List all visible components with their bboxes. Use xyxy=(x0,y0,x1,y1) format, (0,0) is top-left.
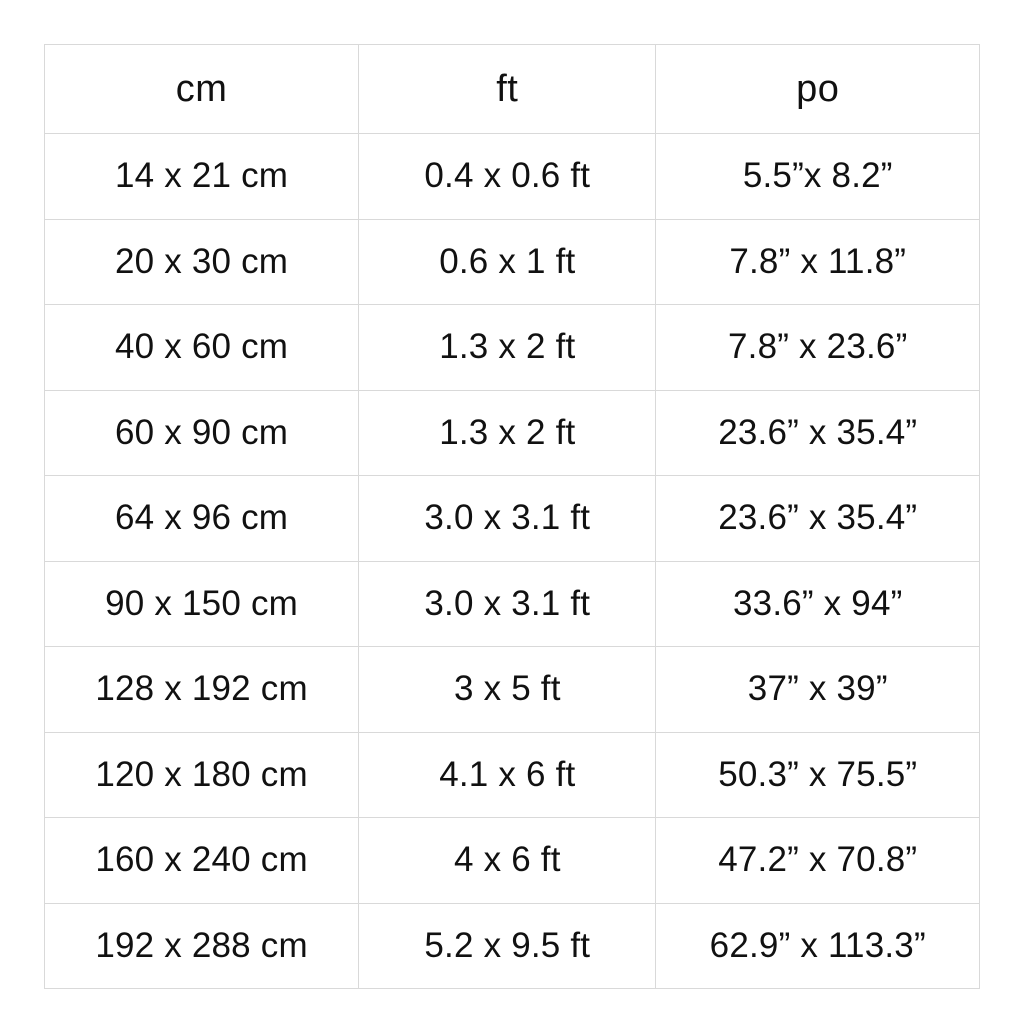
table-row xyxy=(45,647,980,733)
cell-cm: 14 x 21 cm xyxy=(45,134,359,220)
table-row xyxy=(45,390,980,476)
cell-ft: 3.0 x 3.1 ft xyxy=(359,476,656,562)
cell-cm: 60 x 90 cm xyxy=(45,390,359,476)
cell-ft: 1.3 x 2 ft xyxy=(359,305,656,391)
column-header-po: po xyxy=(656,45,980,134)
cell-ft: 5.2 x 9.5 ft xyxy=(359,903,656,989)
table-row xyxy=(45,732,980,818)
cell-po: 5.5”x 8.2” xyxy=(656,134,980,220)
table-header xyxy=(45,45,980,134)
table-row xyxy=(45,818,980,904)
cell-po: 7.8” x 11.8” xyxy=(656,219,980,305)
cell-po: 47.2” x 70.8” xyxy=(656,818,980,904)
cell-ft: 3.0 x 3.1 ft xyxy=(359,561,656,647)
table-row xyxy=(45,219,980,305)
cell-cm: 90 x 150 cm xyxy=(45,561,359,647)
cell-cm: 160 x 240 cm xyxy=(45,818,359,904)
cell-ft: 3 x 5 ft xyxy=(359,647,656,733)
size-conversion-table-wrapper xyxy=(44,44,980,980)
cell-ft: 4.1 x 6 ft xyxy=(359,732,656,818)
table-row xyxy=(45,134,980,220)
table-header-row xyxy=(45,45,980,134)
size-conversion-table xyxy=(44,44,980,989)
cell-po: 23.6” x 35.4” xyxy=(656,390,980,476)
cell-po: 33.6” x 94” xyxy=(656,561,980,647)
cell-po: 62.9” x 113.3” xyxy=(656,903,980,989)
column-header-ft: ft xyxy=(359,45,656,134)
table-row xyxy=(45,305,980,391)
cell-cm: 192 x 288 cm xyxy=(45,903,359,989)
cell-ft: 0.4 x 0.6 ft xyxy=(359,134,656,220)
table-row xyxy=(45,476,980,562)
cell-cm: 128 x 192 cm xyxy=(45,647,359,733)
cell-cm: 20 x 30 cm xyxy=(45,219,359,305)
cell-po: 7.8” x 23.6” xyxy=(656,305,980,391)
cell-po: 50.3” x 75.5” xyxy=(656,732,980,818)
cell-cm: 40 x 60 cm xyxy=(45,305,359,391)
cell-ft: 1.3 x 2 ft xyxy=(359,390,656,476)
cell-cm: 64 x 96 cm xyxy=(45,476,359,562)
cell-cm: 120 x 180 cm xyxy=(45,732,359,818)
cell-ft: 0.6 x 1 ft xyxy=(359,219,656,305)
table-body xyxy=(45,134,980,989)
table-row xyxy=(45,903,980,989)
cell-po: 23.6” x 35.4” xyxy=(656,476,980,562)
table-row xyxy=(45,561,980,647)
cell-po: 37” x 39” xyxy=(656,647,980,733)
column-header-cm: cm xyxy=(45,45,359,134)
cell-ft: 4 x 6 ft xyxy=(359,818,656,904)
